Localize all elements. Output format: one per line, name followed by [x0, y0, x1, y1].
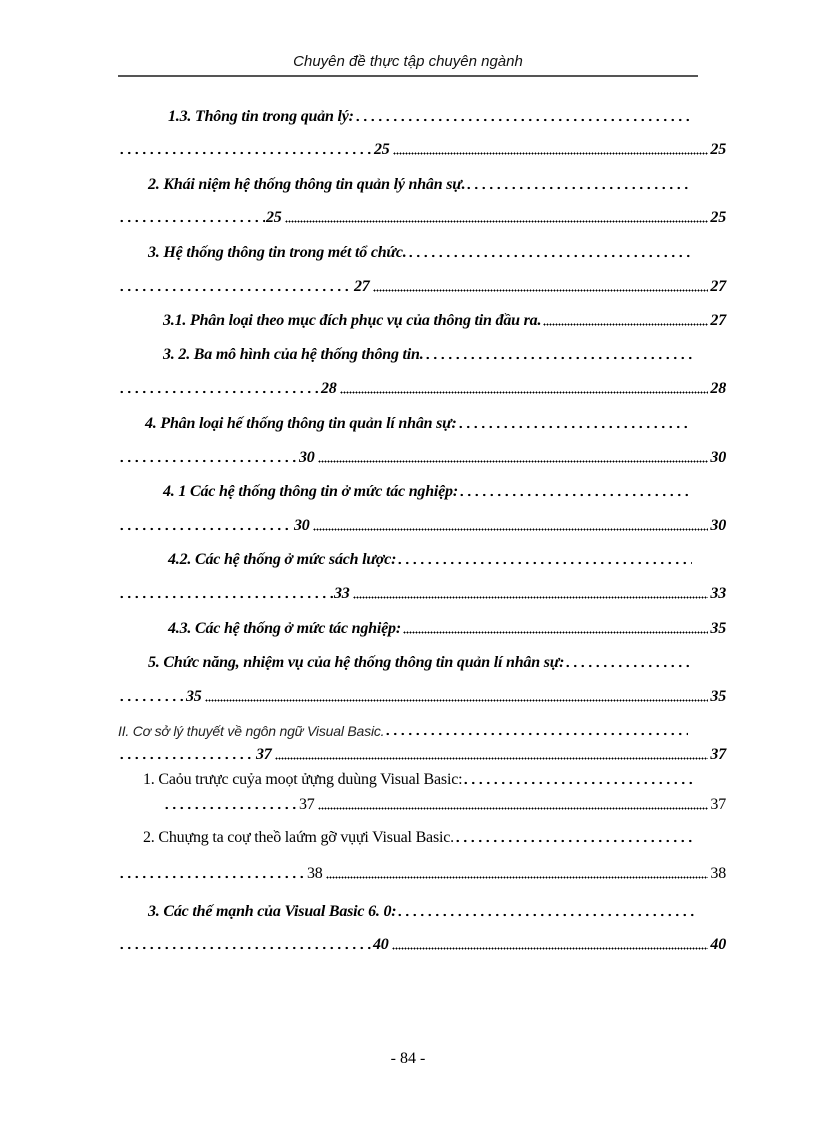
- page-ref: 25: [374, 141, 390, 158]
- page-number: 35: [710, 620, 726, 637]
- toc-entry[interactable]: [163, 344, 692, 366]
- page-number: 30: [710, 449, 726, 466]
- page-number: 37: [710, 746, 726, 763]
- leader-dots: [275, 757, 709, 760]
- leader-dots: [118, 527, 293, 531]
- page-number: 25: [710, 209, 726, 226]
- leader-dots: [462, 781, 695, 785]
- toc-entry-continuation[interactable]: [118, 139, 727, 161]
- leader-dots: [285, 220, 709, 223]
- toc-entry[interactable]: [168, 106, 692, 128]
- page-number: 40: [710, 936, 726, 953]
- page-ref: 37: [256, 746, 272, 763]
- leader-dots: [326, 876, 709, 879]
- leader-dots: [392, 947, 709, 950]
- toc-entry[interactable]: [148, 901, 695, 923]
- toc-entry-title: 4. Phân loại hế thống thông tin quản lí nhân sự:: [145, 415, 457, 432]
- page-number: 30: [710, 517, 726, 534]
- leader-dots: [393, 152, 709, 155]
- leader-dots: [373, 289, 709, 292]
- toc-entry-continuation[interactable]: [118, 515, 727, 537]
- toc-entry[interactable]: [163, 481, 692, 503]
- page-ref: 25: [266, 209, 282, 226]
- leader-dots: [118, 698, 185, 702]
- leader-dots: [353, 596, 709, 599]
- toc-entry-continuation[interactable]: [163, 794, 727, 816]
- toc-entry-title: 4.2. Các hệ thống ở mức sách lược:: [168, 551, 397, 568]
- toc-entry-continuation[interactable]: [118, 378, 727, 400]
- leader-dots: [465, 186, 692, 190]
- leader-dots: [118, 875, 306, 879]
- leader-dots: [354, 118, 692, 122]
- leader-dots: [396, 913, 695, 917]
- toc-entry-continuation[interactable]: [118, 276, 727, 298]
- page-ref: 40: [373, 936, 389, 953]
- leader-dots: [118, 459, 298, 463]
- leader-dots: [407, 254, 692, 258]
- leader-dots: [403, 631, 708, 634]
- toc-entry[interactable]: [143, 827, 695, 849]
- toc-entry[interactable]: [118, 720, 688, 742]
- leader-dots: [564, 664, 692, 668]
- page-number: 25: [710, 141, 726, 158]
- toc-entry-continuation[interactable]: [118, 863, 727, 885]
- leader-dots: [118, 595, 333, 599]
- toc-entry-title: II. Cơ sở lý thuyết về ngôn ngữ Visual Basic.: [118, 723, 385, 739]
- toc-entry-continuation[interactable]: [118, 686, 727, 708]
- leader-dots: [118, 756, 255, 760]
- leader-dots: [118, 151, 373, 155]
- toc-entry-title: 3. 2. Ba mô hình của hệ thống thông tin.: [163, 346, 424, 363]
- toc-entry-title: 3. Hệ thống thông tin trong mét tổ chức.: [148, 244, 407, 261]
- page-number: 37: [710, 796, 726, 813]
- page-ref: 37: [299, 796, 315, 813]
- toc-entry-title: 2. Khái niệm hệ thống thông tin quản lý nhân sự.: [148, 176, 466, 193]
- header-rule: [118, 75, 698, 77]
- toc-entry-title: 2. Chuựng ta coự theồ laứm gỡ vụựi Visual Basic.: [143, 829, 454, 846]
- page-ref: 33: [334, 585, 350, 602]
- toc-entry[interactable]: [148, 174, 692, 196]
- page-number: 35: [710, 688, 726, 705]
- leader-dots: [318, 807, 709, 810]
- toc-entry[interactable]: [148, 652, 692, 674]
- leader-dots: [118, 390, 320, 394]
- toc-entry-title: 4. 1 Các hệ thống thông tin ở mức tác nghiệp:: [163, 483, 458, 500]
- leader-dots: [543, 323, 708, 326]
- leader-dots: [424, 356, 692, 360]
- toc-entry[interactable]: [145, 413, 692, 435]
- page-number-footer: - 84 -: [390, 1050, 426, 1067]
- toc-entry[interactable]: [168, 549, 692, 571]
- page-number: 33: [710, 585, 726, 602]
- leader-dots: [340, 391, 709, 394]
- page-ref: 30: [294, 517, 310, 534]
- leader-dots: [384, 732, 688, 736]
- leader-dots: [318, 460, 709, 463]
- toc-entry-title: 3.1. Phân loại theo mục đích phục vụ của thông tin đầu ra.: [163, 312, 542, 329]
- toc-entry-title: 5. Chức năng, nhiệm vụ của hệ thống thông tin quản lí nhân sự:: [148, 654, 565, 671]
- page-ref: 38: [307, 865, 323, 882]
- leader-dots: [118, 288, 353, 292]
- toc-entry-title: 4.3. Các hệ thống ở mức tác nghiệp:: [168, 620, 401, 637]
- page-ref: 27: [354, 278, 370, 295]
- leader-dots: [313, 528, 709, 531]
- leader-dots: [163, 806, 298, 810]
- leader-dots: [118, 219, 265, 223]
- toc-entry-continuation[interactable]: [118, 447, 727, 469]
- toc-entry[interactable]: [163, 310, 727, 332]
- page-number: 27: [710, 312, 726, 329]
- toc-entry-continuation[interactable]: [118, 744, 727, 766]
- leader-dots: [118, 946, 372, 950]
- leader-dots: [454, 839, 695, 843]
- page-ref: 35: [186, 688, 202, 705]
- toc-entry[interactable]: [148, 242, 692, 264]
- leader-dots: [396, 561, 692, 565]
- toc-entry-title: 1. Caỏu trưực cuỷa moọt ửựng duùng Visual Basic:: [143, 771, 463, 788]
- page-number: 38: [710, 865, 726, 882]
- toc-entry-continuation[interactable]: [118, 207, 727, 229]
- toc-entry[interactable]: [168, 618, 727, 640]
- toc-entry-title: 3. Các thế mạnh của Visual Basic 6. 0:: [148, 903, 397, 920]
- leader-dots: [458, 493, 692, 497]
- running-header: Chuyên đề thực tập chuyên ngành: [293, 53, 523, 70]
- page-number: 27: [710, 278, 726, 295]
- toc-entry-continuation[interactable]: [118, 934, 727, 956]
- toc-entry-title: 1.3. Thông tin trong quản lý:: [168, 108, 354, 125]
- leader-dots: [457, 425, 692, 429]
- toc-entry[interactable]: [143, 769, 695, 791]
- toc-entry-continuation[interactable]: [118, 583, 727, 605]
- page-ref: 28: [321, 380, 337, 397]
- page-ref: 30: [299, 449, 315, 466]
- page-number: 28: [710, 380, 726, 397]
- leader-dots: [205, 699, 709, 702]
